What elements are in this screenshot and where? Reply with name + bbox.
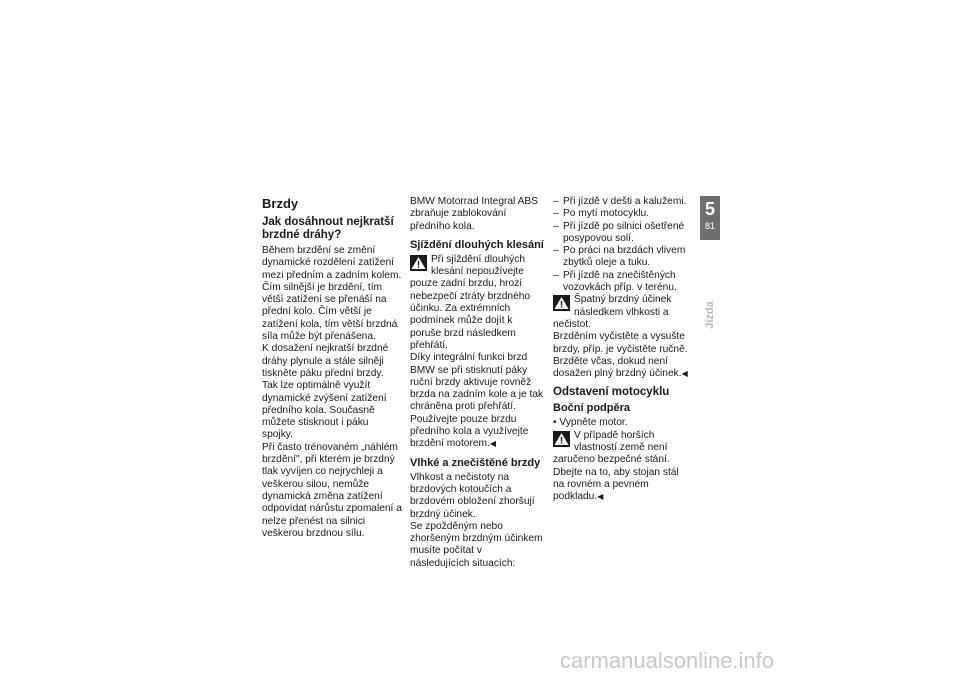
list-item: – Při jízdě po silnici ošetřené posypovou solí. (553, 221, 690, 246)
paragraph: Vlhkost a nečistoty na brzdových kotoučích a brzdovém obložení zhoršují brzdný účinek. (410, 471, 535, 520)
paragraph-wrap (553, 331, 690, 380)
heading-wet-brakes: Vlhké a znečištěné brzdy (410, 456, 541, 469)
column-2 (410, 196, 544, 570)
section-title-brakes: Brzdy (262, 196, 299, 211)
paragraph: Díky integrální funkci brzd BMW se při stisknutí páky ruční brzdy aktivuje rovněž brzda na zadním kole a je tak chráněna proti přehřátí. Používejte pouze brzdu předního kola a využívejte brzdění motorem. (410, 352, 544, 450)
subtitle-shortest-braking: Jak dosáhnout nejkratší brzdné dráhy? (262, 216, 394, 241)
section-side-label: Jízda (704, 301, 716, 329)
bullet-item: • Vypněte motor. (553, 417, 628, 429)
list-item: – Při jízdě v dešti a kalužemi. (553, 196, 690, 208)
warning-block (553, 294, 690, 331)
warning-text: Špatný brzdný účinek následkem vlhkosti a nečistot. (553, 294, 672, 330)
list-item: – Při jízdě na znečištěných vozovkách příp. v terénu. (553, 270, 690, 295)
column-3 (553, 196, 690, 504)
paragraph: Brzděním vyčistěte a vysušte brzdy, příp. je vyčistěte ručně. Brzděte včas, dokud není dosažen plný brzdný účinek. (553, 331, 688, 380)
warning-text: Při sjíždění dlouhých klesání nepoužívejte pouze zadní brzdu, hrozí nebezpečí ztráty brzdného účinku. Za extrémních podmínek může dojít k poruše brzd následkem přehřátí. (410, 253, 531, 351)
paragraph: Během brzdění se změní dynamické rozdělení zatížení mezi předním a zadním kolem. Čím silnější je brzdění, tím větší zatížení se přenáší na přední kolo. Čím větší je zatížení kola, tím větší brzdná síla může být přenášena. (262, 245, 402, 343)
end-of-section-icon: ◀ (597, 492, 604, 502)
paragraph: Při často trénovaném „náhlém brzdění", při kterém je brzdný tlak vyvíjen co nejrychleji a veškerou silou, nemůže dynamická změna zatížení odpovídat nárůstu zpomalení a nelze přenést na silnici veškerou brzdnou sílu. (262, 441, 402, 539)
paragraph-wrap (410, 352, 544, 450)
end-of-section-icon: ◀ (489, 439, 496, 449)
list-item: – Po práci na brzdách vlivem zbytků oleje a tuku. (553, 245, 690, 270)
paragraph: K dosažení nejkratší brzdné dráhy plynule a stále silněji tiskněte páku přední brzdy. Tak lze optimálně využít dynamické zvýšení zatížení předního kola. Současně můžete stisknout i páku spojky. (262, 343, 389, 441)
bullet-text: Vypněte motor. (559, 417, 628, 429)
paragraph-wrap (553, 467, 690, 504)
warning-triangle-icon (410, 255, 427, 271)
chapter-number: 5 (704, 199, 715, 219)
list-item: – Po mytí motocyklu. (553, 208, 690, 220)
heading-parking: Odstavení motocyklu (553, 386, 670, 399)
watermark: carmanualsonline.info (560, 648, 775, 673)
warning-text: V případě horších vlastností země není zaručeno bezpečné stání. (553, 429, 670, 466)
warning-block (410, 254, 544, 352)
page-number: 81 (704, 221, 715, 231)
column-1 (262, 196, 402, 540)
chapter-tab (700, 196, 720, 240)
end-of-section-icon: ◀ (681, 369, 688, 379)
warning-block (553, 430, 690, 467)
warning-triangle-icon (553, 295, 570, 311)
warning-triangle-icon (553, 431, 570, 447)
paragraph: Dbejte na to, aby stojan stál na rovném a pevném podkladu. (553, 466, 679, 503)
heading-long-descents: Sjíždění dlouhých klesání (410, 238, 544, 251)
paragraph: Se zpožděným nebo zhoršeným brzdným účinkem musíte počítat v následujících situacích: (410, 520, 543, 569)
paragraph: BMW Motorrad Integral ABS zbraňuje zablokování předního kola. (410, 196, 538, 232)
heading-side-stand: Boční podpěra (553, 402, 631, 415)
